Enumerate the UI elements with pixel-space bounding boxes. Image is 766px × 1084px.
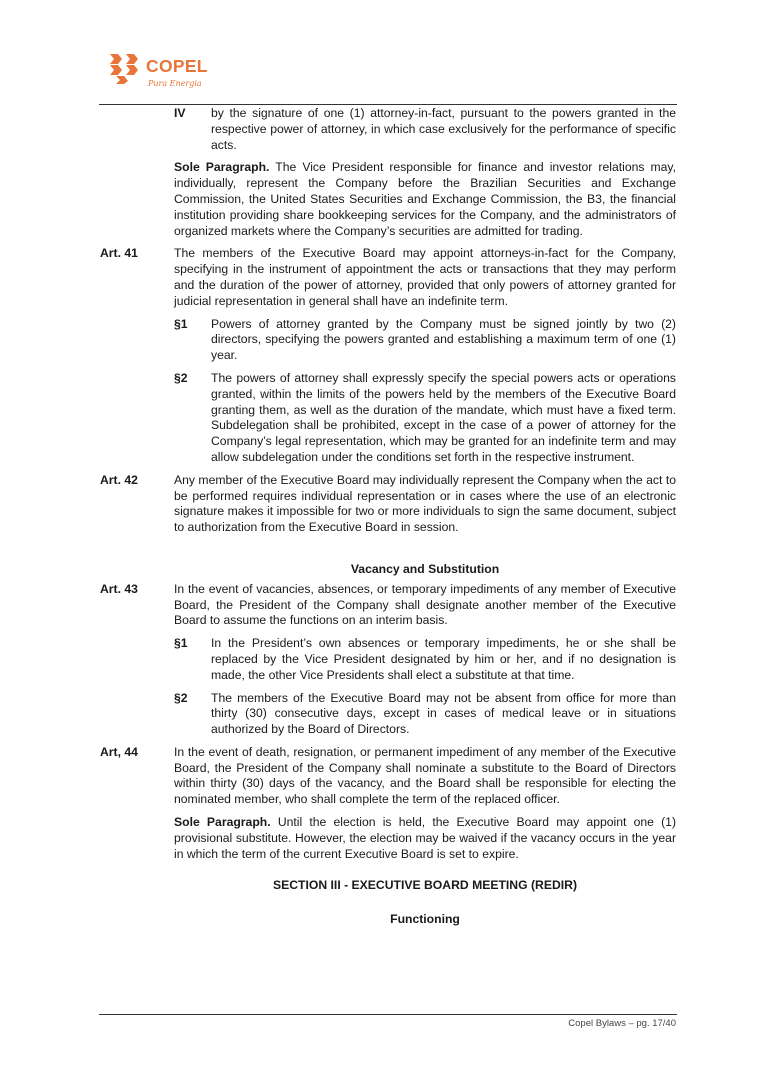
copel-logo-icon xyxy=(108,52,142,84)
item-iv xyxy=(174,106,676,153)
sole-paragraph-1 xyxy=(174,160,676,239)
logo-wordmark: COPEL xyxy=(146,56,208,76)
heading-section-3: SECTION III - EXECUTIVE BOARD MEETING (REDIR) xyxy=(272,878,578,893)
article-41-section-2 xyxy=(174,371,676,466)
document-body xyxy=(100,106,676,928)
item-iv-text: by the signature of one (1) attorney-in-fact, pursuant to the powers granted in the respective power of attorney, in which case exclusively for the performance of specific acts. xyxy=(211,106,676,152)
article-41-text: The members of the Executive Board may appoint attorneys-in-fact for the Company, specifying in the instrument of appointment the acts or transactions that they may perform and the duration of the power of attorney, provided that only powers of attorney granted for judicial representation in general shall have an indefinite term. xyxy=(174,246,676,308)
article-43-section-1 xyxy=(174,636,676,683)
article-43-label: Art. 43 xyxy=(100,581,138,596)
item-iv-label: IV xyxy=(174,106,186,120)
article-41-section-1 xyxy=(174,317,676,364)
header-rule xyxy=(99,104,677,105)
logo-tagline: Pura Energia xyxy=(148,79,202,88)
article-41-section-1-label: §1 xyxy=(174,316,188,331)
article-43-section-2-text: The members of the Executive Board may not be absent from office for more than thirty (30) consecutive days, except in cases of medical leave or in situations authorized by the Board of Directors. xyxy=(211,690,676,737)
article-41 xyxy=(100,246,676,309)
article-43-section-1-text: In the President’s own absences or temporary impediments, he or she shall be replaced by the Vice President designated by him or her, and if no designation is made, the other Vice Presidents shall elect a substitute at that time. xyxy=(211,636,676,682)
article-41-section-2-label: §2 xyxy=(174,370,188,385)
heading-vacancy-substitution: Vacancy and Substitution xyxy=(350,561,500,576)
sole-paragraph-1-text: The Vice President responsible for finance and investor relations may, individually, represent the Company before the Brazilian Securities and Exchange Commission, the United States Securities and Exchange Commission, the B3, the financial institution providing share bookkeeping services for the Company, and the administrators of organized markets where the Company’s securities are admitted for trading. xyxy=(174,160,677,238)
article-41-label: Art. 41 xyxy=(100,246,138,261)
page-footer: Copel Bylaws – pg. 17/40 xyxy=(568,1018,676,1029)
sole-paragraph-1-label: Sole Paragraph. xyxy=(174,160,270,175)
article-43-text: In the event of vacancies, absences, or temporary impediments of any member of Executive Board, the President of the Company shall designate another member of the Executive Board to assume the functions on an interim basis. xyxy=(174,581,676,628)
article-43-section-2 xyxy=(174,691,676,738)
footer-rule xyxy=(99,1014,677,1015)
article-42 xyxy=(100,473,676,536)
article-43-section-2-label: §2 xyxy=(174,690,188,705)
article-41-section-2-text: The powers of attorney shall expressly specify the special powers acts or operations granted, within the limits of the powers held by the members of the Executive Board granting them, as well as the duration of the mandate, which must have a fixed term. Subdelegation shall be prohibited, except in the case of a power of attorney for the Company’s legal representation, which may be granted for an indefinite term and may allow subdelegation under the conditions set forth in the respective instrument. xyxy=(211,370,676,464)
article-44-text: In the event of death, resignation, or permanent impediment of any member of the Executive Board, the President of the Company shall nominate a substitute to the Board of Directors within thirty (30) days of the vacancy, and the Board shall be responsible for electing the nominated member, who shall complete the term of the replaced officer. xyxy=(174,744,676,807)
article-42-label: Art. 42 xyxy=(100,472,138,487)
sole-paragraph-2-label: Sole Paragraph. xyxy=(174,815,271,830)
article-44 xyxy=(100,745,676,808)
sole-paragraph-2 xyxy=(174,815,676,862)
sole-paragraph-2-text: Until the election is held, the Executive Board may appoint one (1) provisional substitute. However, the election may be waived if the vacancy occurs in the year in which the term of the current Executive Board is set to expire. xyxy=(174,815,677,861)
article-44-label: Art, 44 xyxy=(100,744,138,759)
article-43-section-1-label: §1 xyxy=(174,636,188,651)
article-43 xyxy=(100,582,676,629)
copel-logo xyxy=(108,52,218,96)
article-42-text: Any member of the Executive Board may individually represent the Company when the act to be performed requires individual representation or in cases where the use of an electronic signature makes it impossible for two or more individuals to sign the same document, subject to authorization from the Executive Board in session. xyxy=(174,472,676,535)
article-41-section-1-text: Powers of attorney granted by the Company must be signed jointly by two (2) directors, specifying the powers granted and establishing a maximum term of one (1) year. xyxy=(211,316,676,363)
heading-functioning: Functioning xyxy=(390,912,460,927)
